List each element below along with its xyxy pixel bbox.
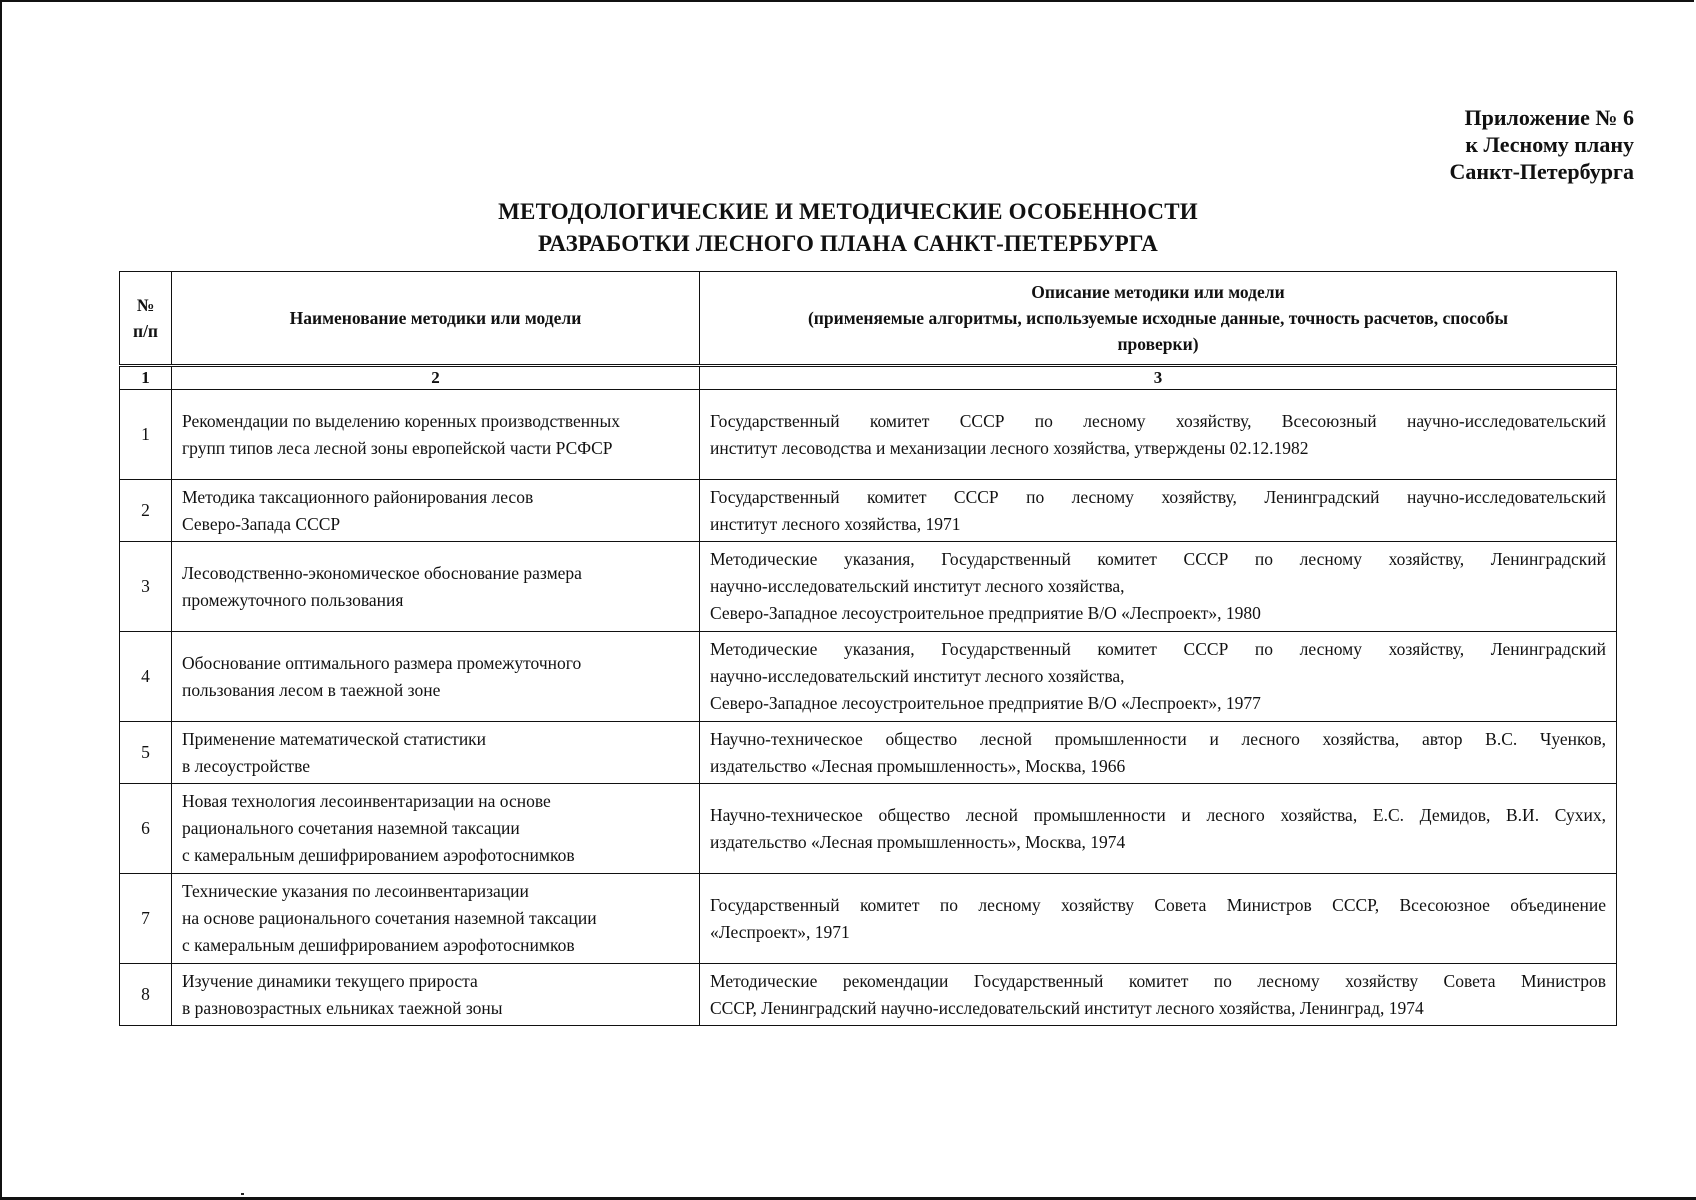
method-name-line: в разновозрастных ельниках таежной зоны (182, 997, 503, 1018)
method-name-line: рационального сочетания наземной таксации (182, 818, 520, 838)
annex-header (1450, 104, 1634, 185)
method-description-line: научно-исследовательский институт лесного хозяйства, (710, 666, 1125, 686)
header-name: Наименование методики или модели (172, 272, 700, 366)
method-name-cell (172, 784, 700, 874)
row-number-cell: 4 (120, 632, 172, 722)
method-description-cell (700, 722, 1617, 784)
row-number-cell: 1 (120, 390, 172, 480)
table-header-row (120, 272, 1617, 366)
method-name-line: в лесоустройстве (182, 755, 311, 776)
method-description-line: «Леспроект», 1971 (710, 921, 850, 942)
method-description-line: Государственный комитет по лесному хозяйству Совета Министров СССР, Всесоюзное объединение (710, 894, 1606, 915)
table-row (120, 784, 1617, 874)
method-name-cell (172, 542, 700, 632)
annex-line-3: Санкт-Петербурга (1449, 159, 1634, 184)
title-line-1: МЕТОДОЛОГИЧЕСКИЕ И МЕТОДИЧЕСКИЕ ОСОБЕННОСТИ (498, 199, 1198, 224)
method-name-line: с камеральным дешифрированием аэрофотоснимков (182, 845, 575, 865)
column-number-cell: 3 (700, 366, 1617, 390)
title-line-2: РАЗРАБОТКИ ЛЕСНОГО ПЛАНА САНКТ-ПЕТЕРБУРГА (538, 231, 1158, 256)
column-number-row (120, 366, 1617, 390)
header-desc (700, 272, 1617, 366)
method-description-cell (700, 480, 1617, 542)
header-desc-line-3: проверки) (1117, 334, 1199, 354)
method-name-cell (172, 964, 700, 1026)
annex-line-2: к Лесному плану (1465, 132, 1634, 157)
column-number-cell: 1 (120, 366, 172, 390)
method-description-cell (700, 874, 1617, 964)
row-number-cell: 8 (120, 964, 172, 1026)
method-description-cell (700, 542, 1617, 632)
header-num (120, 272, 172, 366)
method-name-line: с камеральным дешифрированием аэрофотоснимков (182, 935, 575, 955)
method-description-line: институт лесного хозяйства, 1971 (710, 513, 961, 534)
method-description-line: Северо-Западное лесоустроительное предприятие В/О «Леспроект», 1977 (710, 693, 1261, 713)
row-number-cell: 6 (120, 784, 172, 874)
method-name-cell (172, 874, 700, 964)
header-desc-line-1: Описание методики или модели (1031, 282, 1285, 302)
method-name-line: Северо-Запада СССР (182, 513, 341, 534)
table-row (120, 964, 1617, 1026)
table-row (120, 390, 1617, 480)
table-row (120, 722, 1617, 784)
methods-table (119, 271, 1617, 1026)
method-description-line: Методические указания, Государственный комитет СССР по лесному хозяйству, Ленинградский (710, 549, 1606, 569)
method-name-line: на основе рационального сочетания наземной таксации (182, 908, 597, 928)
method-description-line: Северо-Западное лесоустроительное предприятие В/О «Леспроект», 1980 (710, 603, 1261, 623)
method-name-line: пользования лесом в таежной зоне (182, 679, 441, 700)
row-number-cell: 2 (120, 480, 172, 542)
method-name-line: Технические указания по лесоинвентаризации (182, 881, 529, 901)
method-description-line: Государственный комитет СССР по лесному хозяйству, Всесоюзный научно-исследовательский (710, 410, 1606, 431)
table-row (120, 632, 1617, 722)
method-name-line: промежуточного пользования (182, 589, 404, 610)
methods-table-body (120, 272, 1617, 1026)
method-name-cell (172, 722, 700, 784)
method-name-cell (172, 632, 700, 722)
document-title (0, 196, 1696, 260)
method-name-cell (172, 480, 700, 542)
table-row (120, 480, 1617, 542)
method-name-line: Применение математической статистики (182, 728, 487, 749)
table-row (120, 542, 1617, 632)
method-description-line: издательство «Лесная промышленность», Москва, 1966 (710, 755, 1126, 776)
method-name-cell (172, 390, 700, 480)
method-name-line: Обоснование оптимального размера промежуточного (182, 652, 582, 673)
method-description-line: научно-исследовательский институт лесного хозяйства, (710, 576, 1125, 596)
method-description-cell (700, 964, 1617, 1026)
header-desc-line-2: (применяемые алгоритмы, используемые исходные данные, точность расчетов, способы (807, 308, 1509, 328)
header-num-line-2: п/п (132, 321, 159, 341)
method-description-cell (700, 784, 1617, 874)
annex-line-1: Приложение № 6 (1464, 105, 1634, 130)
scan-speck (241, 1193, 244, 1195)
method-description-cell (700, 632, 1617, 722)
method-name-line: Изучение динамики текущего прироста (182, 970, 478, 991)
method-description-line: Научно-техническое общество лесной промышленности и лесного хозяйства, Е.С. Демидов, В.И. Сухих, (710, 804, 1606, 825)
header-num-line-1: № (136, 295, 155, 315)
column-number-cell: 2 (172, 366, 700, 390)
method-description-line: Государственный комитет СССР по лесному хозяйству, Ленинградский научно-исследовательский (710, 486, 1606, 507)
method-description-line: Научно-техническое общество лесной промышленности и лесного хозяйства, автор В.С. Чуенков, (710, 728, 1606, 749)
method-name-line: групп типов леса лесной зоны европейской части РСФСР (182, 437, 613, 458)
method-description-line: институт лесоводства и механизации лесного хозяйства, утверждены 02.12.1982 (710, 437, 1309, 458)
table-row (120, 874, 1617, 964)
method-description-line: Методические указания, Государственный комитет СССР по лесному хозяйству, Ленинградский (710, 639, 1606, 659)
method-description-line: Методические рекомендации Государственный комитет по лесному хозяйству Совета Министров (710, 970, 1606, 991)
method-name-line: Новая технология лесоинвентаризации на основе (182, 791, 551, 811)
row-number-cell: 7 (120, 874, 172, 964)
method-description-line: издательство «Лесная промышленность», Москва, 1974 (710, 831, 1126, 852)
row-number-cell: 5 (120, 722, 172, 784)
method-name-line: Лесоводственно-экономическое обоснование размера (182, 562, 582, 583)
method-name-line: Методика таксационного районирования лесов (182, 486, 534, 507)
method-description-line: СССР, Ленинградский научно-исследовательский институт лесного хозяйства, Ленинград, 1974 (710, 997, 1424, 1018)
method-description-cell (700, 390, 1617, 480)
method-name-line: Рекомендации по выделению коренных производственных (182, 410, 621, 431)
row-number-cell: 3 (120, 542, 172, 632)
